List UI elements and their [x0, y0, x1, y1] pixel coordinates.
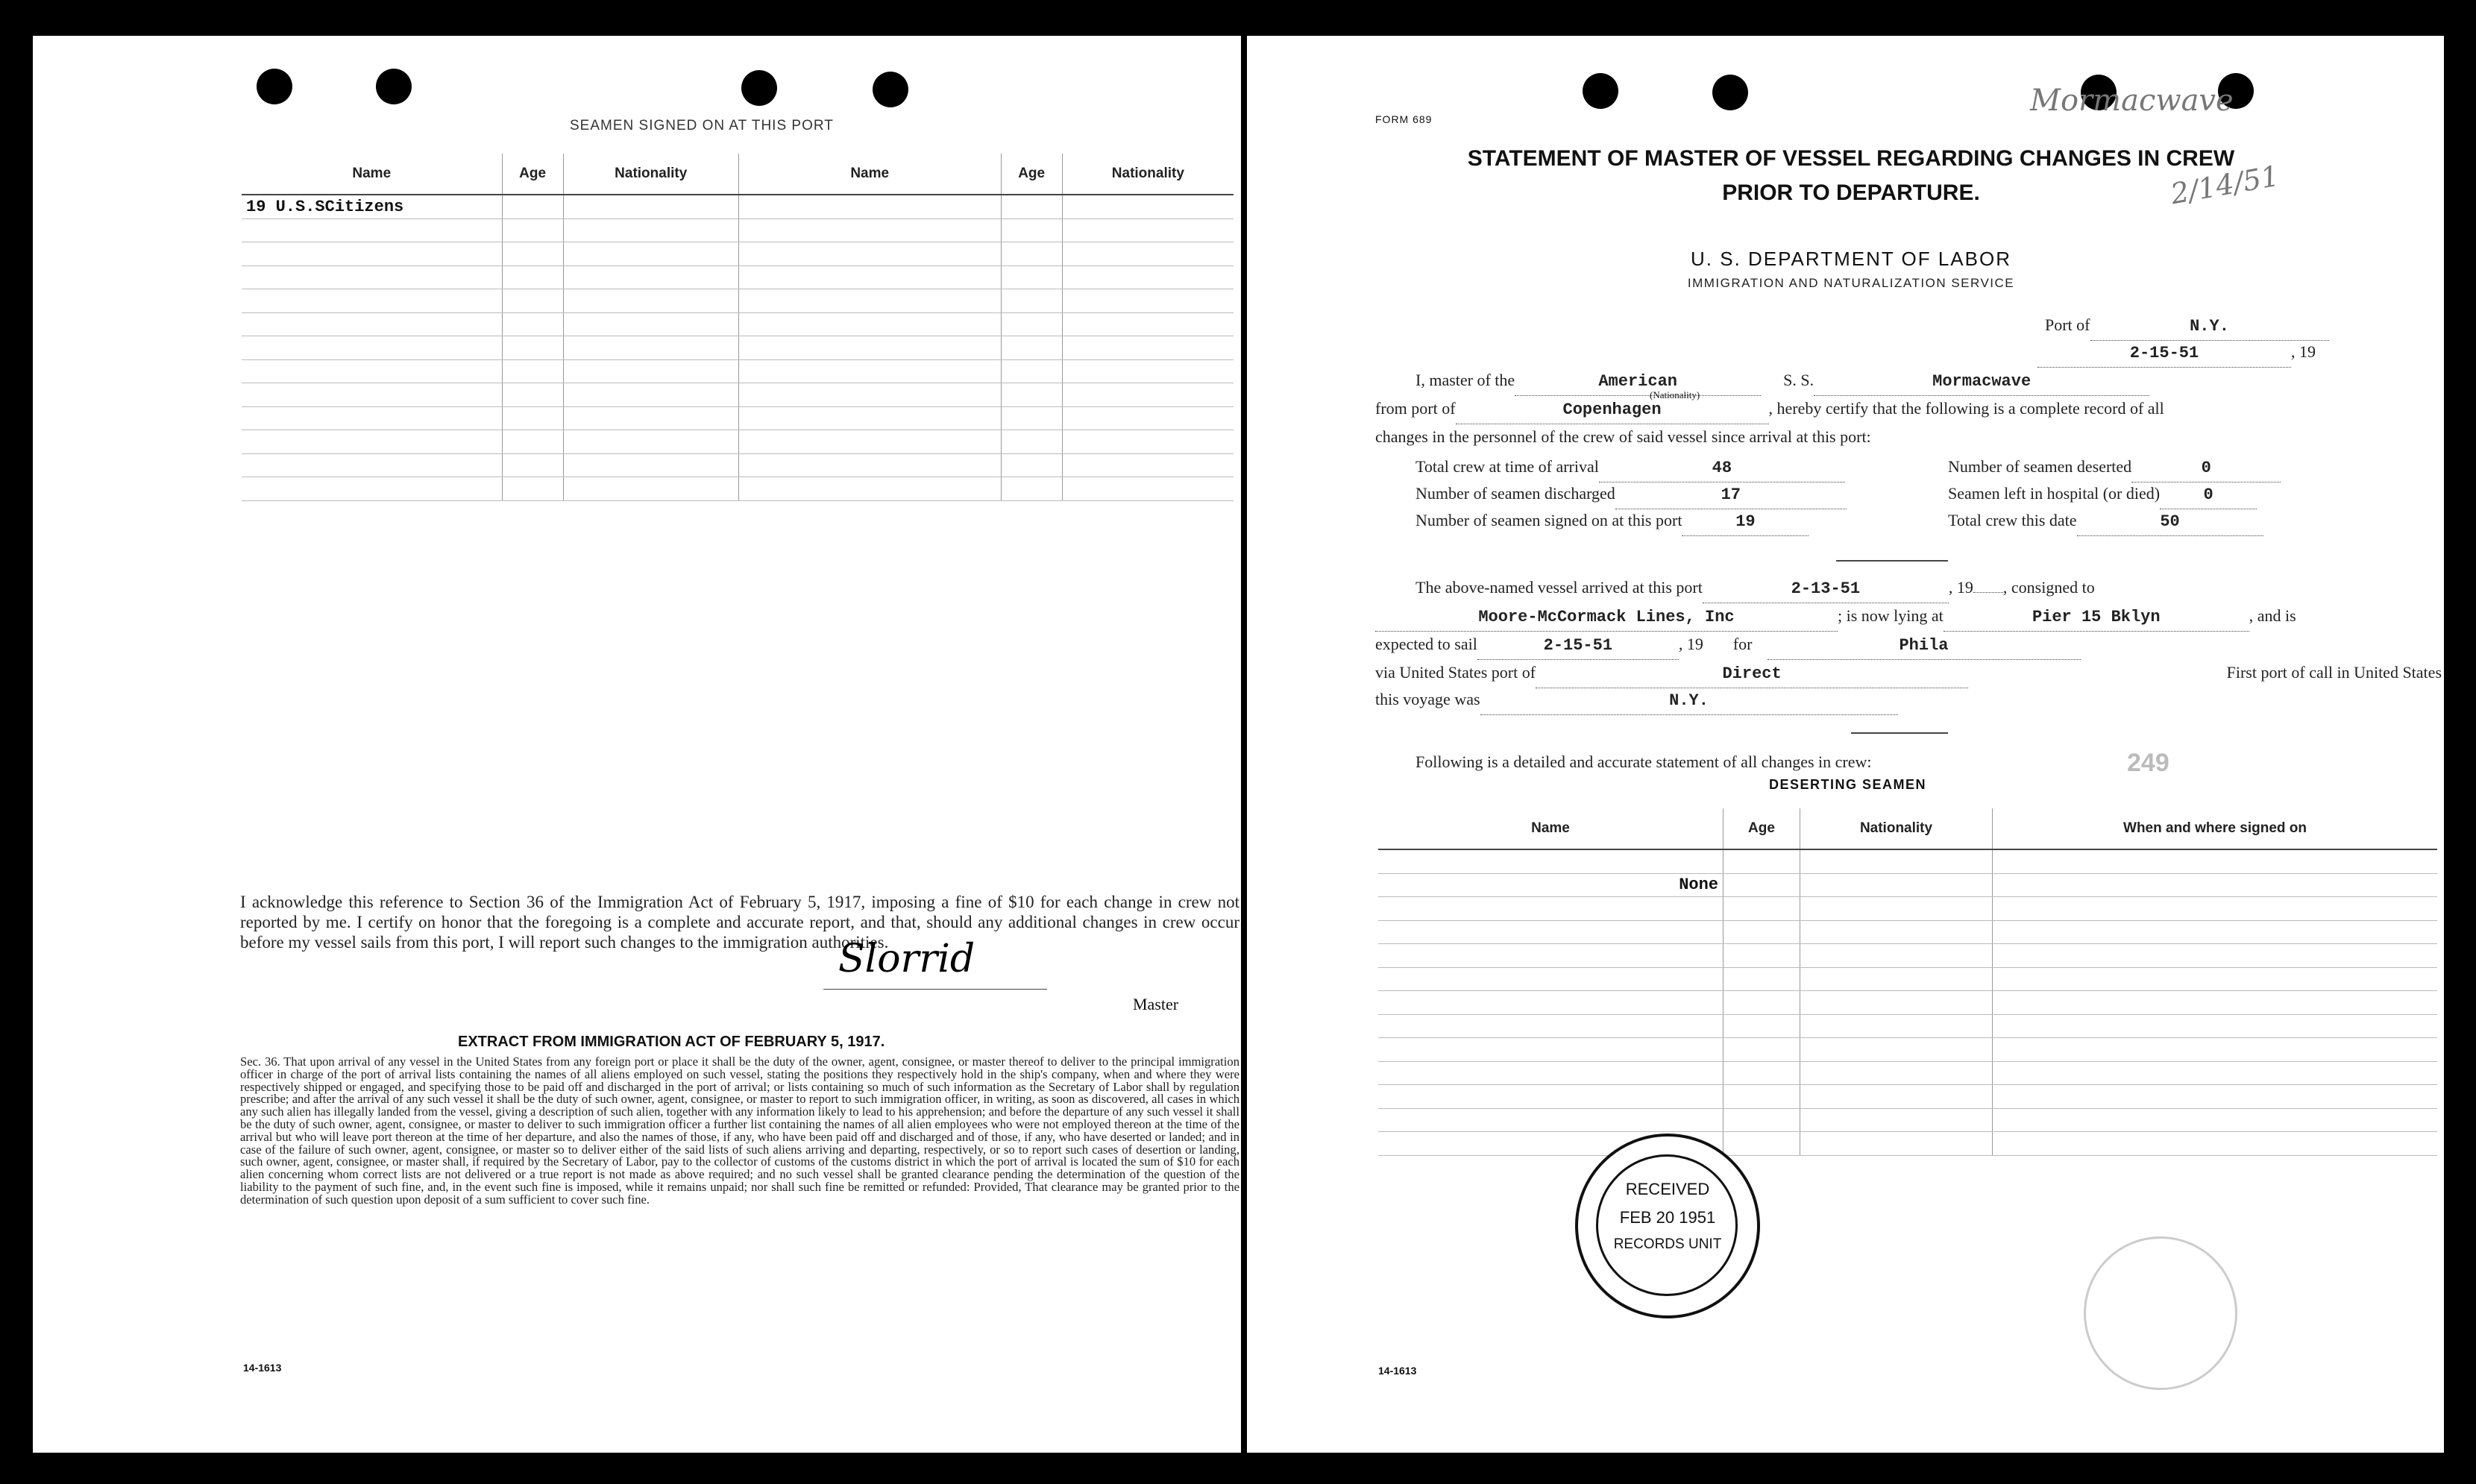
table-row — [242, 336, 1234, 360]
table-row — [242, 430, 1234, 454]
first-entry: 19 U.S.SCitizens — [242, 195, 502, 218]
punch-hole — [741, 70, 777, 106]
table-row — [242, 265, 1234, 289]
form-title-line2: PRIOR TO DEPARTURE. — [1722, 180, 1980, 205]
hospital-label: Seamen left in hospital (or died) — [1948, 484, 2161, 503]
none-entry: None — [1378, 873, 1724, 897]
handwritten-ship-name: Mormacwave — [2030, 84, 2234, 118]
column-header-age: Age — [1724, 808, 1800, 849]
signed-on-label: Number of seamen signed on at this port — [1415, 511, 1682, 529]
for-label: for — [1732, 635, 1753, 653]
column-header-nationality: Nationality — [563, 154, 738, 195]
seamen-signed-on-table — [242, 154, 1234, 501]
column-header-age: Age — [502, 154, 563, 195]
via-value: Direct — [1536, 661, 1968, 688]
changes-line: changes in the personnel of the crew of said vessel since arrival at this port: — [1375, 427, 1871, 446]
table-header-row — [1378, 808, 2437, 849]
table-row — [242, 289, 1234, 313]
lying-value: Pier 15 Bklyn — [1944, 604, 2249, 632]
table-row — [1378, 897, 2437, 921]
table-row — [242, 195, 1234, 218]
column-header-name: Name — [242, 154, 502, 195]
expected-line: expected to sail 2-15-51 , 19 for Phila — [1375, 631, 2442, 660]
table-row — [1378, 1085, 2437, 1109]
port-of-line — [2045, 312, 2329, 341]
signed-on-value: 19 — [1682, 509, 1809, 536]
year-prefix: 19 — [1956, 578, 1973, 597]
total-crew-date-line — [1948, 507, 2263, 536]
form-number: FORM 689 — [1375, 113, 1433, 125]
form-code: 14-1613 — [1378, 1365, 1417, 1377]
certify-text: , hereby certify that the following is a complete record of all — [1768, 399, 2164, 418]
signature-line — [823, 937, 1047, 990]
punch-hole — [873, 72, 908, 107]
column-header-nationality: Nationality — [1800, 808, 1993, 849]
port-of-value: N.Y. — [2090, 313, 2329, 341]
consigned-label: , consigned to — [2002, 578, 2095, 597]
stamp-number: 249 — [2127, 749, 2169, 777]
via-line — [1375, 659, 2442, 688]
table-row — [1378, 1108, 2437, 1132]
column-header-age: Age — [1001, 154, 1062, 195]
table-header-row — [242, 154, 1234, 195]
acknowledgment-text: I acknowledge this reference to Section 36 of the Immigration Act of February 5, 1917, imposing a fine of $10 for each change in crew not reported by me. I certify on honor that the foregoing is a complete and accurate report, and that, should any additional changes in crew occur before my vessel sails from this port, I will report such changes to the immigration authorities. — [240, 893, 1239, 952]
form-code: 14-1613 — [243, 1362, 282, 1374]
deserting-header: DESERTING SEAMEN — [1769, 777, 1927, 792]
divider — [1851, 732, 1948, 734]
table-row — [1378, 1132, 2437, 1156]
column-header-name: Name — [738, 154, 1001, 195]
column-header-when-where: When and where signed on — [1993, 808, 2438, 849]
total-crew-arrival-line — [1415, 453, 1845, 482]
discharged-line — [1415, 480, 1847, 509]
master-signature: Slorrid — [838, 937, 975, 981]
voyage-value: N.Y. — [1480, 688, 1898, 715]
punch-hole — [257, 69, 292, 104]
voyage-line — [1375, 686, 1898, 715]
discharged-label: Number of seamen discharged — [1415, 484, 1615, 503]
year-prefix: 19 — [2299, 342, 2316, 361]
hospital-value: 0 — [2160, 482, 2257, 509]
expected-label: expected to sail — [1375, 635, 1477, 653]
total-crew-arrival-label: Total crew at time of arrival — [1415, 457, 1599, 476]
table-row — [242, 242, 1234, 266]
nationality-caption: (Nationality) — [1650, 389, 1700, 400]
table-row — [1378, 873, 2437, 897]
deserting-seamen-table — [1378, 808, 2437, 1156]
punch-hole — [1712, 75, 1748, 110]
right-page — [1247, 36, 2444, 1453]
extract-title: EXTRACT FROM IMMIGRATION ACT OF FEBRUARY 5, 1917. — [458, 1034, 885, 1050]
via-label: via United States port of — [1375, 663, 1536, 682]
master-of-label: I, master of the — [1415, 371, 1515, 389]
table-row — [242, 406, 1234, 430]
arrived-line: The above-named vessel arrived at this port 2-13-51 , 19 , consigned to — [1415, 574, 2445, 603]
lying-label: ; is now lying at — [1838, 606, 1944, 625]
table-row — [242, 453, 1234, 477]
and-is-label: , and is — [2249, 606, 2296, 625]
section-header: SEAMEN SIGNED ON AT THIS PORT — [570, 118, 834, 133]
table-row — [242, 359, 1234, 383]
table-row — [1378, 967, 2437, 991]
deserted-value: 0 — [2131, 455, 2281, 482]
total-crew-date-label: Total crew this date — [1948, 511, 2077, 529]
from-port-value: Copenhagen — [1456, 397, 1769, 424]
following-text: Following is a detailed and accurate statement of all changes in crew: — [1415, 752, 1872, 771]
table-row — [1378, 991, 2437, 1015]
table-row — [1378, 1014, 2437, 1038]
table-row — [1378, 849, 2437, 873]
faint-stamp — [2084, 1236, 2237, 1390]
table-row — [1378, 944, 2437, 968]
first-port-label: First port of call in United States — [2226, 663, 2442, 682]
table-row — [242, 312, 1234, 336]
port-of-label: Port of — [2045, 315, 2090, 334]
signed-on-line — [1415, 507, 1809, 536]
date-line: 2-15-51 , 19 — [2037, 339, 2316, 368]
from-port-label: from port of — [1375, 399, 1456, 418]
stamp-received-text: RECEIVED — [1625, 1180, 1710, 1198]
table-row — [1378, 1061, 2437, 1085]
service-name: IMMIGRATION AND NATURALIZATION SERVICE — [1687, 276, 2015, 290]
voyage-label: this voyage was — [1375, 690, 1480, 708]
master-label: Master — [1133, 995, 1179, 1013]
received-stamp — [1575, 1134, 1760, 1318]
year-prefix: 19 — [1686, 635, 1703, 653]
total-crew-arrival-value: 48 — [1599, 455, 1845, 482]
table-row — [1378, 1038, 2437, 1062]
table-row — [242, 218, 1234, 242]
arrived-label: The above-named vessel arrived at this port — [1415, 578, 1703, 597]
nationality-value: American — [1515, 368, 1761, 396]
discharged-value: 17 — [1615, 482, 1847, 509]
punch-hole — [1583, 73, 1618, 109]
punch-hole — [376, 69, 412, 104]
hospital-line — [1948, 480, 2257, 509]
table-row — [242, 383, 1234, 407]
deserted-line — [1948, 453, 2281, 482]
extract-text: Sec. 36. That upon arrival of any vessel in the United States from any foreign port or place it shall be the duty of the owner, agent, consignee, or master thereof to deliver to the principal immigration officer in charge of the port of arrival lists containing the names of all aliens employed on such vessel, stating the positions they respectively hold in the ship's company, when and where they were respectively shipped or engaged, and specifying those to be paid off and discharged in the port of arrival; or lists containing so much of such information as the Secretary of Labor shall by regulation prescribe; and after the arrival of any such vessel it shall be the duty of such owner, agent, consignee, or master to report to such immigration officer, in writing, as soon as discovered, all cases in which any such alien has illegally landed from the vessel, giving a description of such alien, together with any information likely to lead to his apprehension; and before the departure of any such vessel it shall be the duty of such owner, agent, consignee, or master to deliver to such immigration officer a further list containing the names of all alien employees who were not employed thereon at the time of the arrival but who will leave port thereon at the time of her departure, and also the names of those, if any, who have been paid off and discharged and of those, if any, who have deserted or landed; and in case of the failure of such owner, agent, consignee, or master so to deliver either of the said lists of such aliens arriving and departing, respectively, or so to report such cases of desertion or landing, such owner, agent, consignee, or master shall, if required by the Secretary of Labor, pay to the collector of customs of the customs district in which the port of arrival is located the sum of $10 for each alien concerning whom correct lists are not delivered or a true report is not made as above required; and no such vessel shall be granted clearance pending the determination of the question of the liability to the payment of such fine, and, in the event such fine is imposed, while it remains unpaid; nor shall such fine be remitted or refunded: Provided, That clearance may be granted prior to the determination of such question upon deposit of a sum sufficient to cover such fine. — [240, 1054, 1239, 1207]
deserted-label: Number of seamen deserted — [1948, 457, 2132, 476]
expected-value: 2-15-51 — [1477, 632, 1679, 660]
department-name: U. S. DEPARTMENT OF LABOR — [1691, 248, 2011, 270]
table-row — [1378, 920, 2437, 944]
consignee-line — [1375, 603, 2442, 632]
table-row — [242, 477, 1234, 501]
ss-label: S. S. — [1783, 371, 1814, 389]
form-title-line1: STATEMENT OF MASTER OF VESSEL REGARDING CHANGES IN CREW — [1467, 146, 2235, 171]
column-header-nationality: Nationality — [1062, 154, 1234, 195]
ship-name-value: Mormacwave — [1814, 368, 2149, 396]
for-value: Phila — [1768, 632, 2081, 660]
blank-line — [1973, 592, 2003, 593]
total-crew-date-value: 50 — [2077, 509, 2263, 536]
left-page — [33, 36, 1241, 1453]
stamp-unit: RECORDS UNIT — [1613, 1236, 1722, 1252]
divider — [1836, 560, 1948, 562]
consignee-value: Moore-McCormack Lines, Inc — [1375, 604, 1838, 632]
date-value: 2-15-51 — [2037, 340, 2291, 368]
from-port-line — [1375, 395, 2442, 424]
arrived-value: 2-13-51 — [1703, 576, 1949, 603]
stamp-date: FEB 20 1951 — [1619, 1208, 1716, 1227]
master-line — [1415, 367, 2437, 396]
handwritten-date: 2/14/51 — [2168, 159, 2282, 211]
form-title — [1374, 142, 2328, 210]
column-header-name: Name — [1378, 808, 1724, 849]
